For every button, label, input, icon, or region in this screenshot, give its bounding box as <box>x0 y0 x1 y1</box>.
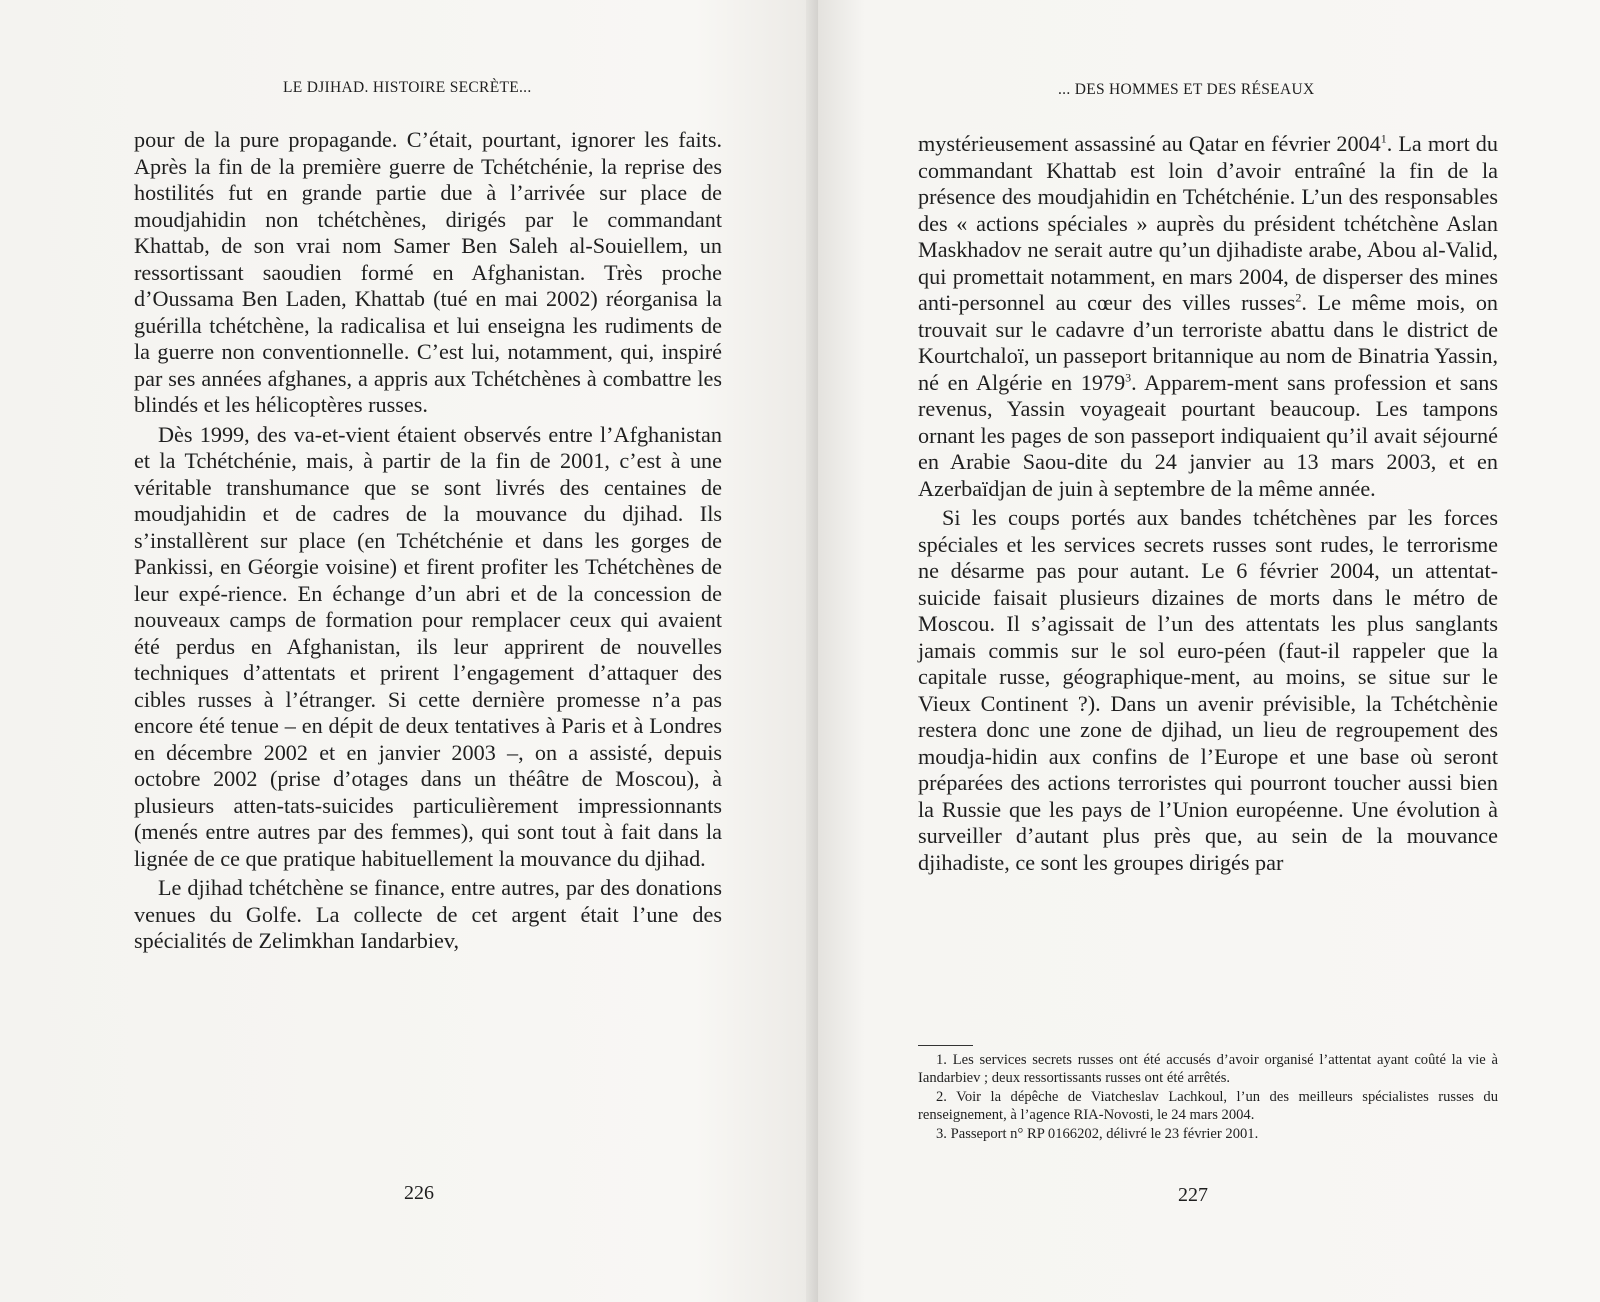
footnotes <box>918 1052 1498 1146</box>
footnote-divider <box>918 1045 973 1046</box>
footnote-ref-2: 2 <box>1295 290 1302 305</box>
running-head-left: LE DJIHAD. HISTOIRE SECRÈTE... <box>283 79 532 96</box>
right-paragraph-1-part-a: mystérieusement assassiné au Qatar en février 2004 <box>918 131 1381 156</box>
left-paragraph-1: pour de la pure propagande. C’était, pourtant, ignorer les faits. Après la fin de la première guerre de Tchétchénie, la reprise des hostilités fut en grande partie due à l’arrivée sur place de moudjahidin non tchétchènes, dirigés par le commandant Khattab, de son vrai nom Samer Ben Saleh al-Souiellem, un ressortissant saoudien formé en Afghanistan. Très proche d’Oussama Ben Laden, Khattab (tué en mai 2002) réorganisa la guérilla tchétchène, la radicalisa et lui enseigna les rudiments de la guerre non conventionnelle. C’est lui, notamment, qui, inspiré par ses années afghanes, a appris aux Tchétchènes à combattre les blindés et les hélicoptères russes. <box>134 127 722 417</box>
right-body-text <box>918 131 1498 876</box>
right-paragraph-2: Si les coups portés aux bandes tchétchènes par les forces spéciales et les services secrets russes sont rudes, le terrorisme ne désarme pas pour autant. Le 6 février 2004, un attentat-suicide faisait plusieurs dizaines de morts dans le métro de Moscou. Il s’agissait de l’un des attentats les plus sanglants jamais commis sur le sol euro-péen (faut-il rappeler que la capitale russe, géographique-ment, au moins, se situe sur le Vieux Continent ?). Dans un avenir prévisible, la Tchétchènie restera donc une zone de djihad, un lieu de regroupement des moudja-hidin aux confins de l’Europe et une base où seront préparées des actions terroristes qui pourront toucher aussi bien la Russie que les pays de l’Union européenne. Une évolution à surveiller d’autant plus près que, au sein de la mouvance djihadiste, ce sont les groupes dirigés par <box>918 505 1498 875</box>
running-head-right: ... DES HOMMES ET DES RÉSEAUX <box>1058 81 1315 98</box>
right-paragraph-1-part-c: . Le même mois, on trouvait sur le cadavre d’un terroriste abattu dans le district de Kourtchaloï, un passeport britannique au nom de Binatria Yassin, né en Algérie en 1979 <box>918 290 1499 395</box>
left-body-text <box>134 127 722 955</box>
right-page <box>818 0 1600 1302</box>
footnote-ref-3: 3 <box>1125 370 1132 385</box>
footnote-2: 2. Voir la dépêche de Viatcheslav Lachkoul, l’un des meilleurs spécialistes russes du renseignement, à l’agence RIA-Novosti, le 24 mars 2004. <box>918 1089 1498 1123</box>
right-paragraph-1-part-b: . La mort du commandant Khattab est loin d’avoir entraîné la fin de la présence des moudjahidin en Tchétchénie. L’un des responsables des « actions spéciales » auprès du président tchétchène Aslan Maskhadov ne serait autre qu’un djihadiste arabe, Abou al-Valid, qui promettait notamment, en mars 2004, de disperser des mines anti-personnel au cœur des villes russes <box>918 131 1498 315</box>
right-paragraph-1-part-d: . Apparem-ment sans profession et sans revenus, Yassin voyageait pourtant beaucoup. Les tampons ornant les pages de son passeport indiquaient qu’il avait séjourné en Arabie Saou-dite du 24 janvier au 13 mars 2003, et en Azerbaïdjan de juin à septembre de la même année. <box>918 369 1498 501</box>
left-paragraph-2: Dès 1999, des va-et-vient étaient observés entre l’Afghanistan et la Tchétchénie, mais, à partir de la fin de 2001, c’est à une véritable transhumance que se sont livrés des centaines de moudjahidin et de cadres de la mouvance du djihad. Ils s’installèrent sur place (en Tchétchénie et dans les gorges de Pankissi, en Géorgie voisine) et firent profiter les Tchétchènes de leur expé-rience. En échange d’un abri et de la concession de nouveaux camps de formation pour remplacer ceux qui avaient été perdus en Afghanistan, ils leur apprirent de nouvelles techniques d’attentats et prirent l’engagement d’attaquer des cibles russes à l’étranger. Si cette dernière promesse n’a pas encore été tenue – en dépit de deux tentatives à Paris et à Londres en décembre 2002 et en janvier 2003 –, on a assisté, depuis octobre 2002 (prise d’otages dans un théâtre de Moscou), à plusieurs atten-tats-suicides particulièrement impressionnants (menés entre autres par des femmes), qui sont tout à fait dans la lignée de ce que pratique habituellement la mouvance du djihad. <box>134 421 722 871</box>
right-paragraph-1 <box>918 131 1498 502</box>
page-number-right: 227 <box>1178 1184 1208 1206</box>
page-number-left: 226 <box>404 1182 434 1204</box>
footnote-1: 1. Les services secrets russes ont été accusés d’avoir organisé l’attentat ayant coûté la vie à Iandarbiev ; deux ressortissants russes ont été arrêtés. <box>918 1052 1498 1086</box>
left-paragraph-3: Le djihad tchétchène se finance, entre autres, par des donations venues du Golfe. La collecte de cet argent était l’une des spécialités de Zelimkhan Iandarbiev, <box>134 875 722 953</box>
footnote-ref-1: 1 <box>1380 131 1387 146</box>
footnote-3: 3. Passeport n° RP 0166202, délivré le 23 février 2001. <box>936 1126 1259 1142</box>
